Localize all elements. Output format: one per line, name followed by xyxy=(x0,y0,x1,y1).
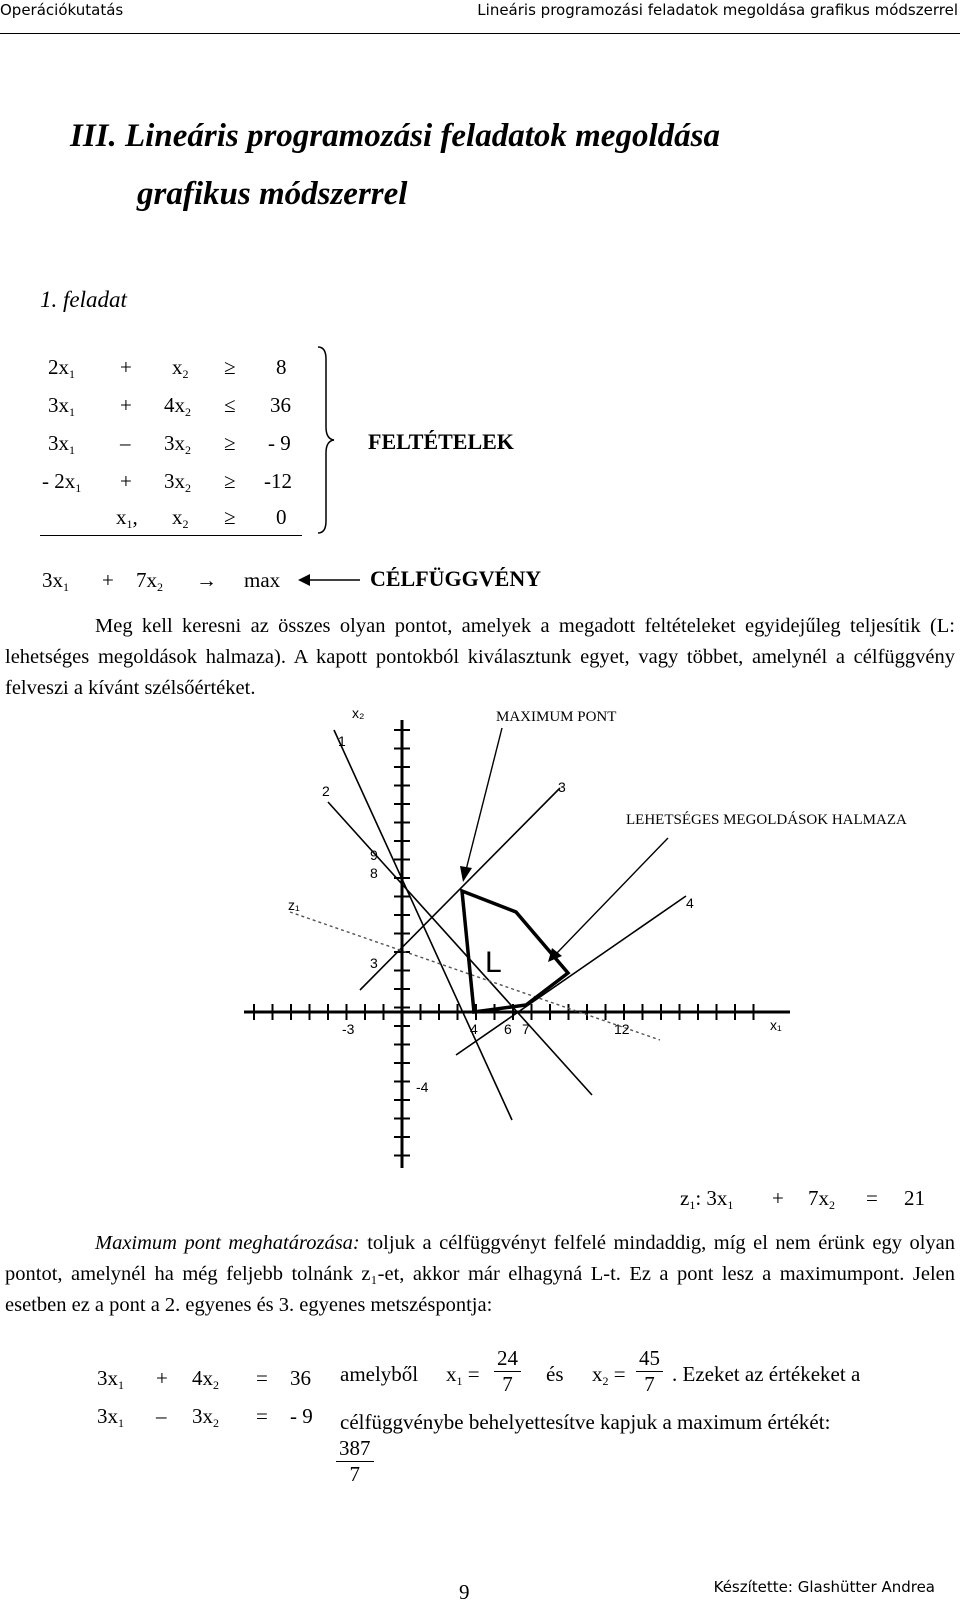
nonneg-b: $x_2$ xyxy=(172,505,189,531)
c4-b: $3x_2$ xyxy=(164,469,191,495)
tick-x-4: 4 xyxy=(470,1021,478,1037)
tick-x-7: 7 xyxy=(522,1021,530,1037)
brace xyxy=(312,345,338,535)
line-label-1: 1 xyxy=(338,733,346,749)
chapter-title-line2: grafikus módszerrel xyxy=(137,176,408,212)
header-rule xyxy=(0,33,960,34)
line-label-2: 2 xyxy=(322,783,330,799)
c3-rhs: - 9 xyxy=(268,431,291,455)
c1-b: $x_2$ xyxy=(172,355,189,381)
page-number: 9 xyxy=(459,1580,470,1604)
task-label: 1. feladat xyxy=(40,287,127,312)
c4-rel: ≥ xyxy=(224,469,236,493)
max-point-label: MAXIMUM PONT xyxy=(496,709,617,725)
c1-a: $2x_1$ xyxy=(48,355,75,381)
c2-a: $3x_1$ xyxy=(48,393,75,419)
feasible-set-label: LEHETSÉGES MEGOLDÁSOK HALMAZA xyxy=(626,812,907,828)
paragraph-max-point: Maximum pont meghatározása: toljuk a célfüggvényt felfelé mindaddig, míg el nem érünk egy olyan pontot, amelynél ha még feljebb tolnánk z₁-et, akkor már elhagyná L-t. Ez a pont lesz a maximumpont. Jelen esetben ez a pont a 2. egyenes és 3. egyenes metszéspontja: xyxy=(5,1232,955,1316)
constraints-label: FELTÉTELEK xyxy=(368,429,514,454)
c1-rhs: 8 xyxy=(276,355,287,379)
objective-label: CÉLFÜGGVÉNY xyxy=(370,566,542,591)
tick-y-8: 8 xyxy=(370,865,378,881)
c2-rel: ≤ xyxy=(224,393,236,417)
c1-op: + xyxy=(120,355,132,379)
footer-author: Készítette: Glashütter Andrea xyxy=(713,1578,935,1596)
tick-x-12: 12 xyxy=(614,1021,630,1037)
max-point-arrow xyxy=(466,728,502,870)
c4-op: + xyxy=(120,469,132,493)
c2-op: + xyxy=(120,393,132,417)
x-axis-label: x₁ xyxy=(770,1017,782,1033)
c2-rhs: 36 xyxy=(270,393,291,417)
region-label: L xyxy=(485,946,502,979)
c4-rhs: -12 xyxy=(264,469,292,493)
header-left: Operációkutatás xyxy=(0,1,124,19)
line-label-4: 4 xyxy=(686,895,694,911)
paragraph-intro: Meg kell keresni az összes olyan pontot, amelyek a megadott feltételeket egyidejűleg teljesítik (L: lehetséges megoldások halmaza). A kapott pontokból kiválasztunk egyet, vagy többet, amelynél a célfüggvény felveszi a kívánt szélsőértéket. xyxy=(5,615,955,699)
feasible-set-arrow xyxy=(556,838,668,954)
c4-a: - $2x_1$ xyxy=(42,469,82,495)
c3-a: $3x_1$ xyxy=(48,431,75,457)
tick-x-neg3: -3 xyxy=(342,1021,355,1037)
c3-b: $3x_2$ xyxy=(164,431,191,457)
c1-rel: ≥ xyxy=(224,355,236,379)
nonneg-rel: ≥ xyxy=(224,505,236,529)
nonneg-rhs: 0 xyxy=(276,505,287,529)
line-1 xyxy=(334,730,512,1120)
tick-y-9: 9 xyxy=(370,847,378,863)
header-right: Lineáris programozási feladatok megoldása grafikus módszerrel xyxy=(477,1,958,19)
z1-label: z₁ xyxy=(288,897,300,913)
y-axis-label: x₂ xyxy=(352,705,365,721)
line-label-3: 3 xyxy=(558,779,566,795)
tick-y-3: 3 xyxy=(370,955,378,971)
objective-arrow xyxy=(296,570,362,590)
line-3 xyxy=(360,788,560,990)
c2-b: $4x_2$ xyxy=(164,393,191,419)
nonneg-a: $x_1$, xyxy=(116,505,138,531)
feasible-region-graph xyxy=(230,700,950,1180)
tick-y-neg4: -4 xyxy=(416,1079,429,1095)
c3-rel: ≥ xyxy=(224,431,236,455)
constraints-rule xyxy=(40,535,302,536)
c3-op: – xyxy=(120,431,131,455)
chapter-title-line1: III. Lineáris programozási feladatok megoldása xyxy=(70,118,720,154)
tick-x-6: 6 xyxy=(504,1021,512,1037)
